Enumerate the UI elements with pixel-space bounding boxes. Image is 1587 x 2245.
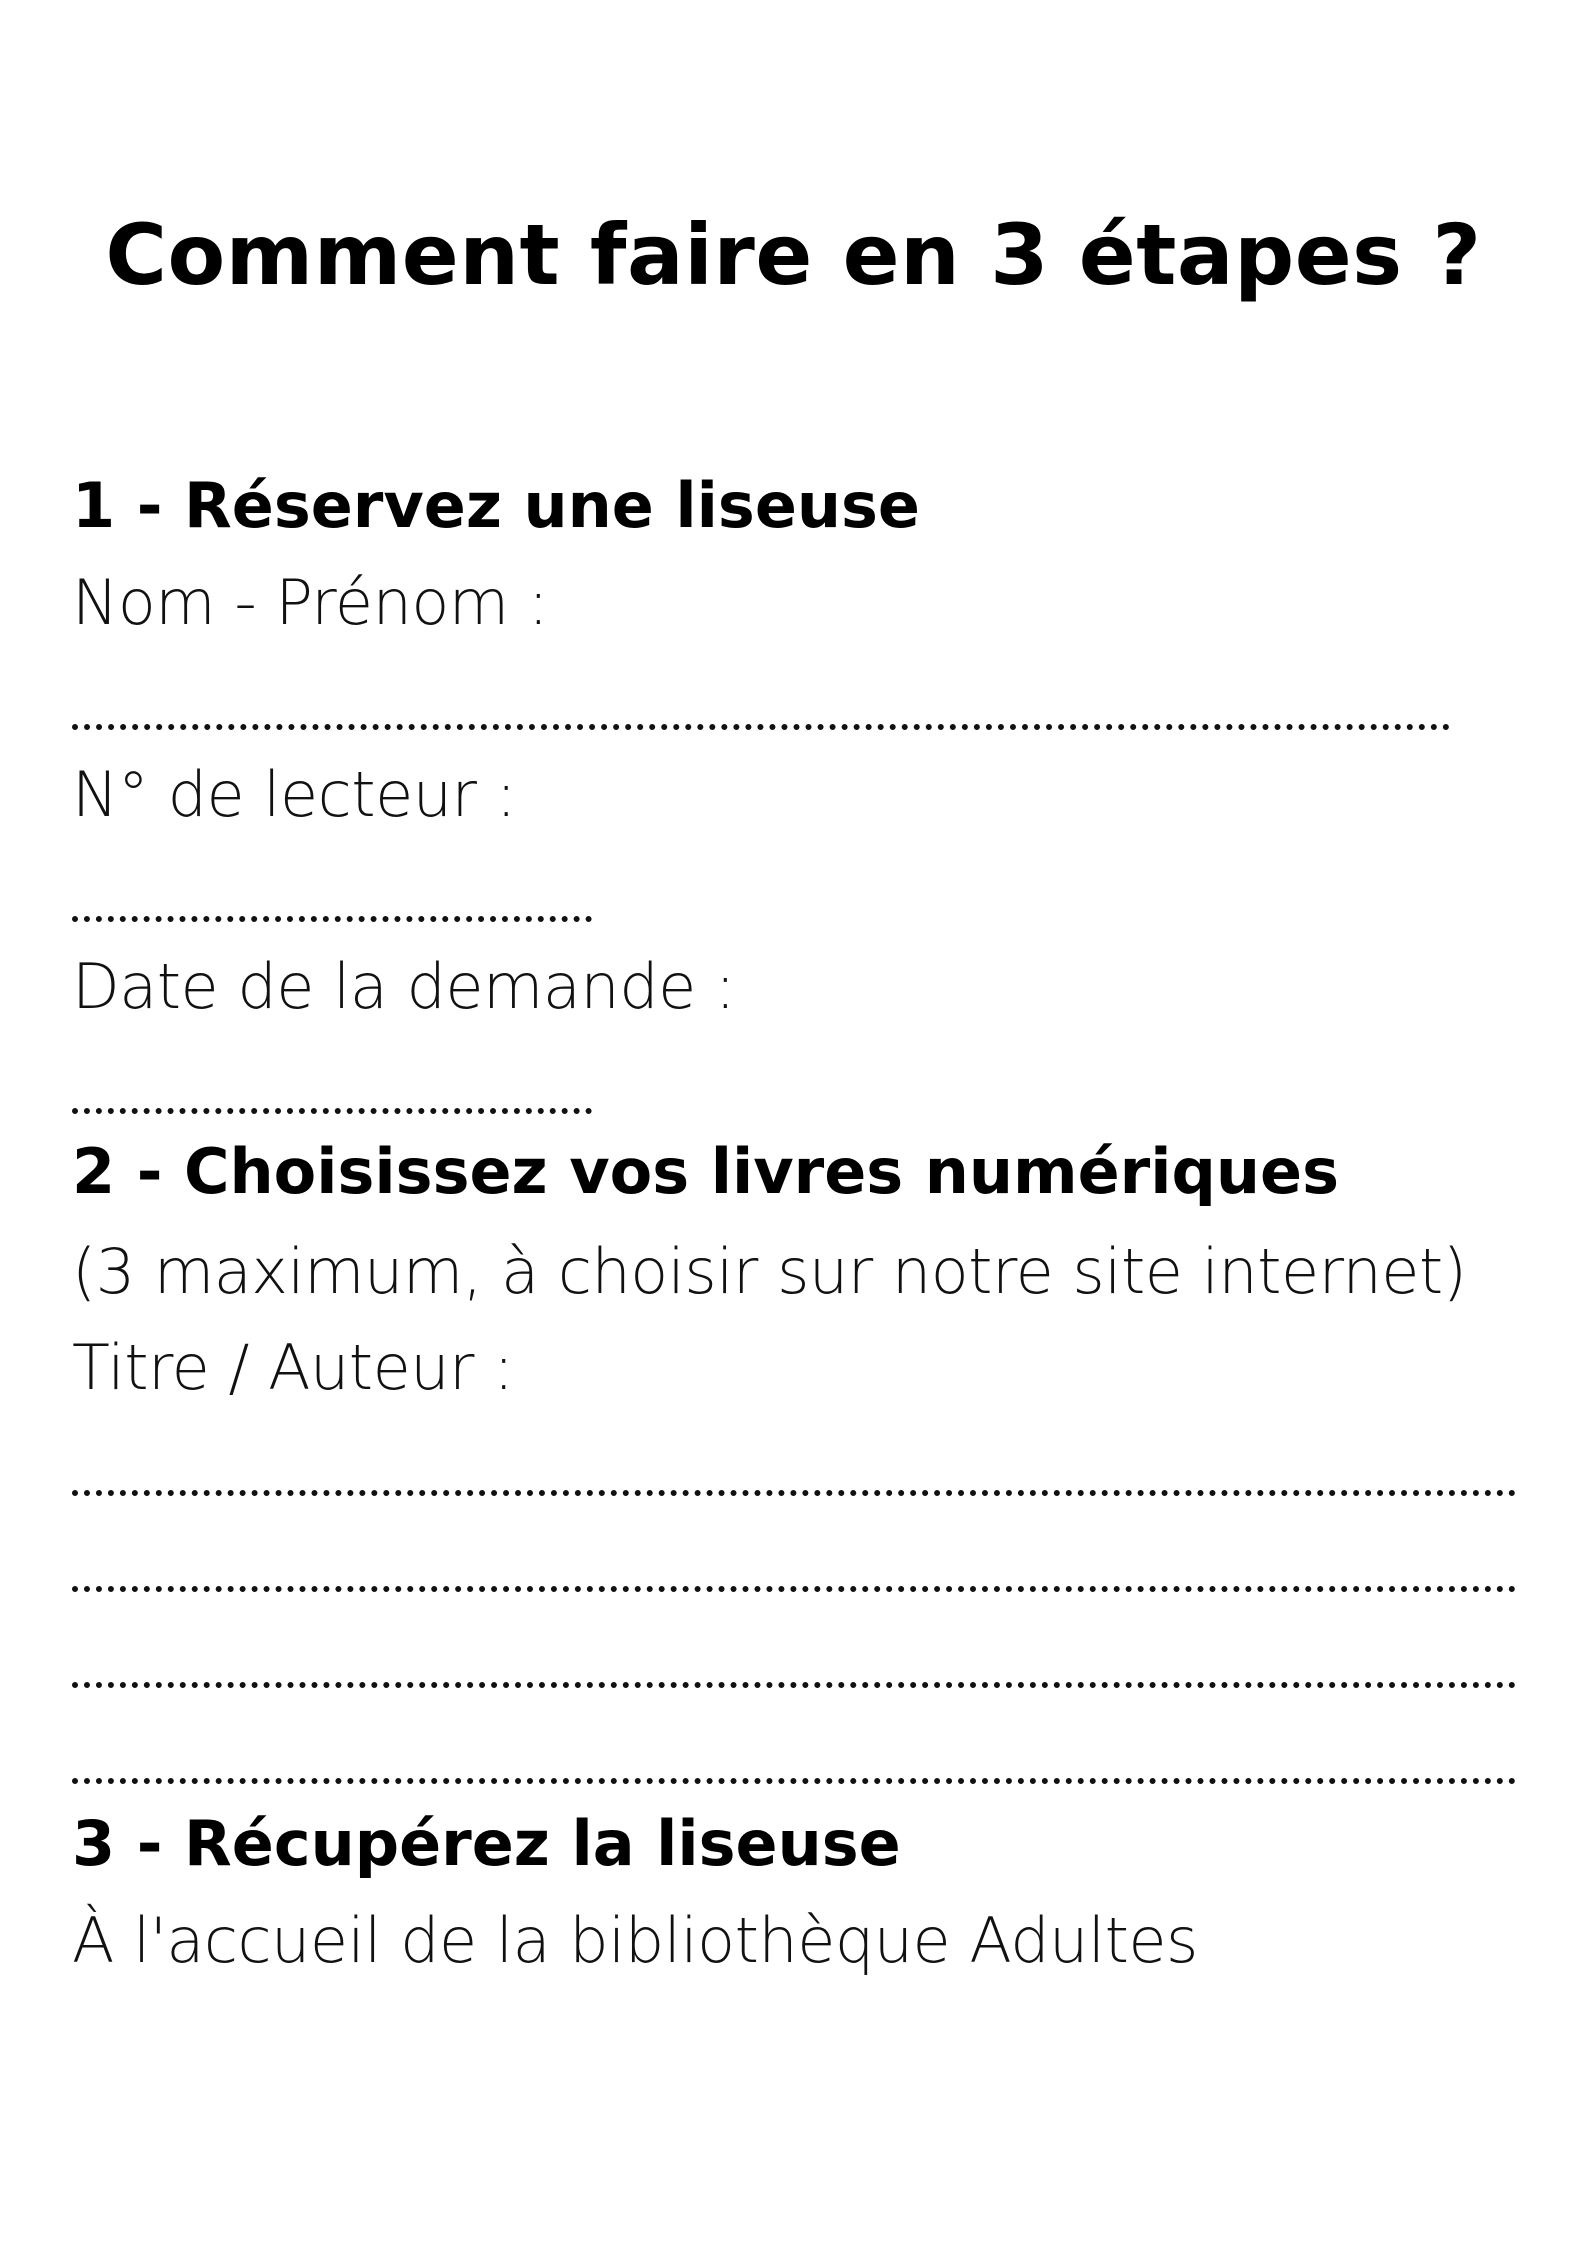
step-2-heading: 2 - Choisissez vos livres numériques — [72, 1135, 1339, 1208]
step-3-note: À l'accueil de la bibliothèque Adultes — [72, 1904, 1198, 1977]
request-date-label: Date de la demande : — [72, 950, 736, 1023]
page-title: Comment faire en 3 étapes ? — [105, 206, 1482, 304]
name-fill-line — [72, 704, 1450, 730]
request-date-fill-line — [72, 1088, 592, 1114]
reader-number-fill-line — [72, 896, 592, 922]
title-author-fill-line — [72, 1758, 1516, 1784]
reader-number-label: N° de lecteur : — [72, 758, 517, 831]
step-1-heading: 1 - Réservez une liseuse — [72, 469, 920, 542]
step-3-heading: 3 - Récupérez la liseuse — [72, 1807, 901, 1880]
title-author-fill-line — [72, 1566, 1516, 1592]
title-author-fill-line — [72, 1470, 1516, 1496]
step-2-note: (3 maximum, à choisir sur notre site internet) — [72, 1235, 1467, 1308]
title-author-fill-line — [72, 1662, 1516, 1688]
title-author-label: Titre / Auteur : — [72, 1331, 514, 1404]
name-label: Nom - Prénom : — [72, 566, 549, 639]
